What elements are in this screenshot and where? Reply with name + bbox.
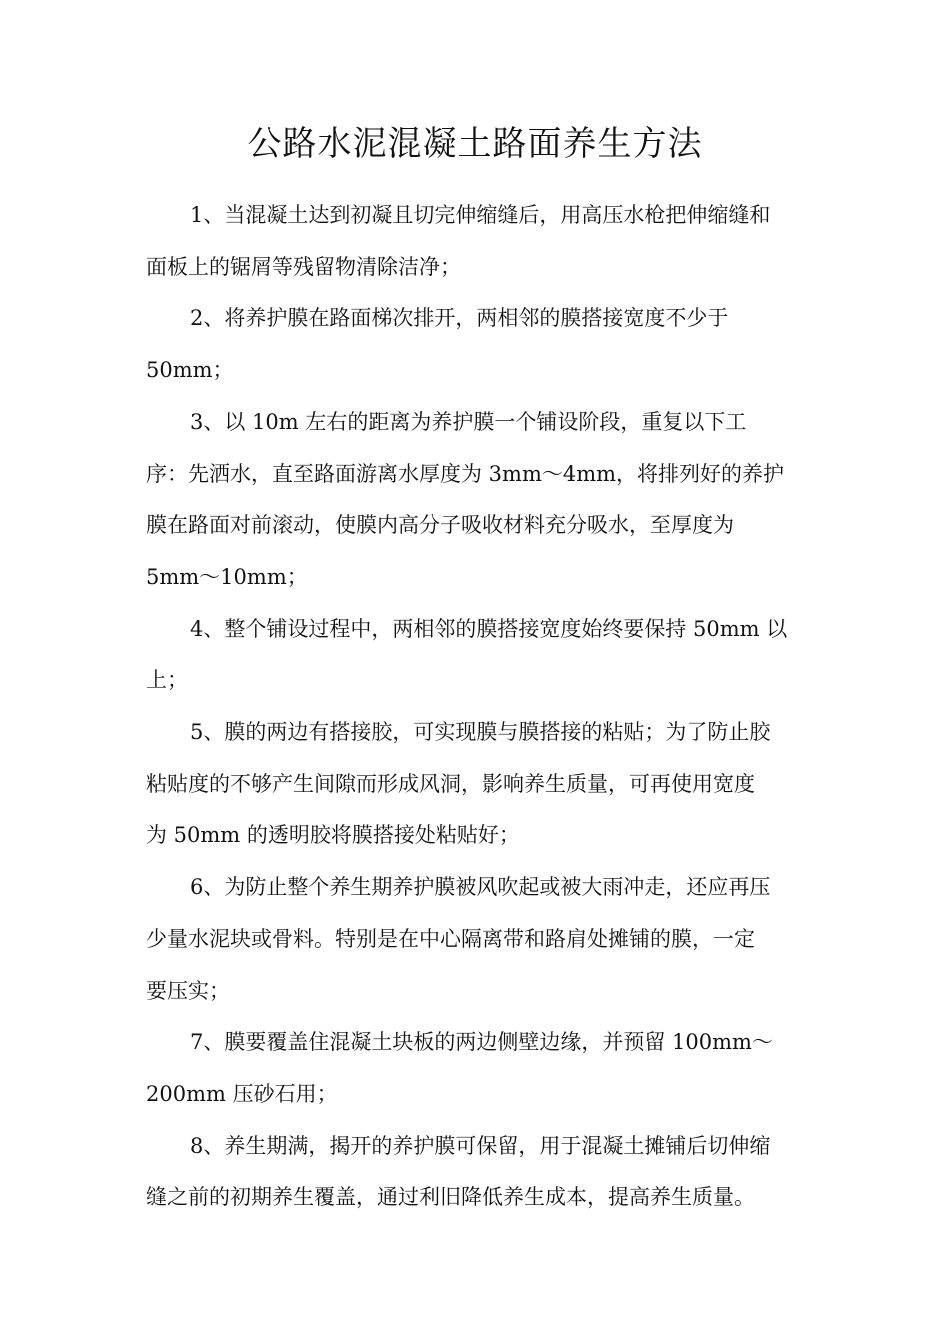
paragraph-6: 6、为防止整个养生期养护膜被风吹起或被大雨冲走，还应再压 少量水泥块或骨料。特别是在中心隔离带和路肩处摊铺的膜，一定 要压实； (146, 875, 771, 1003)
paragraph-1: 1、当混凝土达到初凝且切完伸缩缝后，用高压水枪把伸缩缝和 面板上的锯屑等残留物清除洁净； (146, 203, 771, 279)
paragraph-7: 7、膜要覆盖住混凝土块板的两边侧壁边缘，并预留 100mm～ 200mm 压砂石用； (146, 1030, 773, 1106)
paragraph-4: 4、整个铺设过程中，两相邻的膜搭接宽度始终要保持 50mm 以 上； (146, 616, 788, 693)
document-title: 公路水泥混凝土路面养生方法 (247, 124, 703, 164)
paragraph-8: 8、养生期满，揭开的养护膜可保留，用于混凝土摊铺后切伸缩 缝之前的初期养生覆盖，通过利旧降低养生成本，提高养生质量。 (146, 1133, 771, 1210)
document-body (146, 190, 810, 1224)
paragraph-3: 3、以 10m 左右的距离为养护膜一个铺设阶段，重复以下工 序：先洒水，直至路面游离水厚度为 3mm～4mm，将排列好的养护 膜在路面对前滚动，使膜内高分子吸收材料充分吸水，至厚度为 5mm～10mm； (146, 409, 785, 589)
paragraph-5: 5、膜的两边有搭接胶，可实现膜与膜搭接的粘贴；为了防止胶 粘贴度的不够产生间隙而形成风洞，影响养生质量，可再使用宽度 为 50mm 的透明胶将膜搭接处粘贴好； (146, 720, 771, 848)
paragraph-2: 2、将养护膜在路面梯次排开，两相邻的膜搭接宽度不少于 50mm； (146, 306, 729, 383)
